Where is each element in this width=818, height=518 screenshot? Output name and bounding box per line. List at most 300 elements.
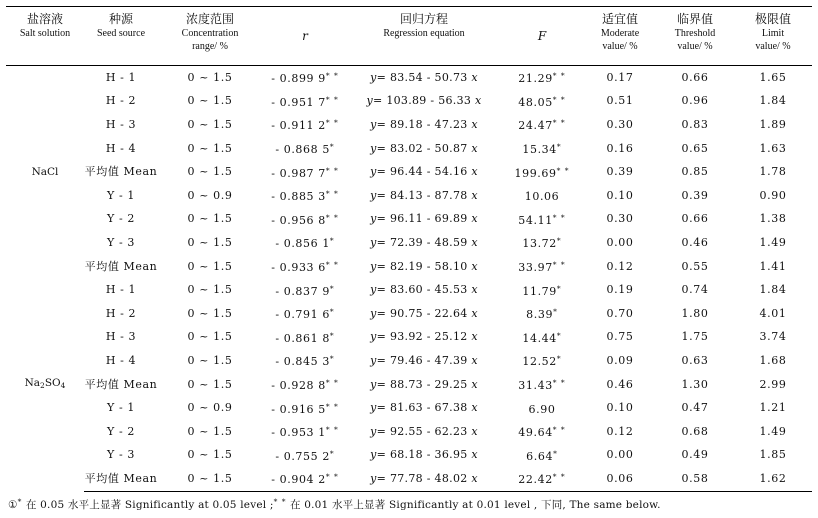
table-header-row — [6, 7, 812, 66]
threshold-value: 0.63 — [681, 353, 709, 367]
equation-y-symbol: y — [370, 141, 377, 155]
concentration-cell — [158, 184, 262, 208]
r-value: - 0.933 6 — [271, 261, 326, 275]
table-row — [6, 349, 812, 373]
F-value: 48.05 — [518, 95, 553, 109]
moderate-value: 0.39 — [606, 165, 634, 179]
F-value: 33.97 — [518, 261, 553, 275]
moderate-cell — [584, 444, 656, 468]
F-value: 11.79 — [522, 284, 557, 298]
header-lim-zh: 极限值 — [754, 12, 791, 26]
threshold-cell — [656, 349, 734, 373]
concentration-value: 0 ~ 0.9 — [187, 188, 233, 202]
equation-y-symbol: y — [370, 165, 377, 179]
threshold-value: 0.47 — [681, 401, 709, 415]
limit-cell — [734, 184, 812, 208]
equation-cell — [348, 444, 500, 468]
r-value: - 0.987 7 — [271, 166, 326, 180]
equation-value: = 83.60 - 45.53 — [376, 283, 468, 297]
r-cell — [262, 137, 348, 161]
limit-value: 1.38 — [759, 212, 787, 226]
F-cell — [500, 113, 584, 137]
equation-cell — [348, 302, 500, 326]
table-row — [6, 66, 812, 90]
limit-value: 1.84 — [759, 283, 787, 297]
regression-table — [6, 6, 812, 492]
equation-cell — [348, 66, 500, 90]
F-significance: * — [556, 283, 562, 293]
moderate-cell — [584, 278, 656, 302]
seed-source-cell — [84, 208, 158, 232]
r-value: - 0.899 9 — [271, 72, 326, 86]
header-seed-en: Seed source — [96, 28, 146, 39]
header-seed-zh: 种源 — [108, 12, 133, 26]
F-cell — [500, 420, 584, 444]
seed-source-value: Y - 3 — [107, 448, 135, 462]
equation-y-symbol: y — [370, 401, 377, 415]
header-regression — [348, 7, 500, 66]
F-cell — [500, 66, 584, 90]
limit-value: 4.01 — [759, 306, 787, 320]
seed-source-value: 平均值 Mean — [84, 165, 158, 179]
concentration-value: 0 ~ 0.9 — [187, 401, 233, 415]
table-row — [6, 396, 812, 420]
r-significance: * * — [325, 425, 339, 435]
seed-source-cell — [84, 90, 158, 114]
header-seed-source — [84, 7, 158, 66]
equation-y-symbol: y — [370, 235, 377, 249]
seed-source-cell — [84, 444, 158, 468]
concentration-cell — [158, 255, 262, 279]
moderate-cell — [584, 396, 656, 420]
concentration-value: 0 ~ 1.5 — [187, 235, 233, 249]
F-significance: * — [556, 330, 562, 340]
table-row — [6, 444, 812, 468]
limit-value: 1.21 — [759, 401, 787, 415]
threshold-value: 0.66 — [681, 70, 709, 84]
moderate-value: 0.00 — [606, 235, 634, 249]
seed-source-value: Y - 2 — [107, 212, 135, 226]
seed-source-value: Y - 1 — [107, 401, 135, 415]
equation-value: = 82.19 - 58.10 — [376, 259, 468, 273]
concentration-value: 0 ~ 1.5 — [187, 306, 233, 320]
limit-cell — [734, 420, 812, 444]
equation-value: = 89.18 - 47.23 — [376, 117, 468, 131]
limit-cell — [734, 137, 812, 161]
threshold-cell — [656, 444, 734, 468]
F-significance: * — [556, 354, 562, 364]
r-significance: * * — [325, 94, 339, 104]
F-significance: * — [553, 307, 558, 317]
table-row — [6, 373, 812, 397]
moderate-cell — [584, 373, 656, 397]
seed-source-value: H - 4 — [105, 141, 137, 155]
threshold-cell — [656, 326, 734, 350]
r-significance: * — [329, 283, 335, 293]
seed-source-cell — [84, 137, 158, 161]
r-value: - 0.911 2 — [271, 119, 326, 133]
r-cell — [262, 396, 348, 420]
seed-source-cell — [84, 373, 158, 397]
F-cell — [500, 326, 584, 350]
concentration-value: 0 ~ 1.5 — [187, 94, 233, 108]
r-value: - 0.916 5 — [271, 402, 326, 416]
r-value: - 0.861 8 — [275, 331, 330, 345]
r-significance: * * — [325, 260, 339, 270]
r-significance: * * — [325, 378, 339, 388]
limit-cell — [734, 208, 812, 232]
equation-y-symbol: y — [370, 353, 377, 367]
threshold-value: 0.49 — [681, 448, 709, 462]
equation-cell — [348, 420, 500, 444]
seed-source-value: Y - 1 — [107, 188, 135, 202]
equation-value: = 79.46 - 47.39 — [376, 353, 468, 367]
F-significance: * * — [552, 118, 566, 128]
footnote-text-005: 在 0.05 水平上显著 Significantly at 0.05 level ; — [22, 499, 274, 511]
salt-na2so4-part: Na — [24, 377, 41, 390]
threshold-cell — [656, 278, 734, 302]
limit-value: 0.90 — [759, 188, 787, 202]
equation-y-symbol: y — [370, 70, 377, 84]
limit-cell — [734, 396, 812, 420]
concentration-cell — [158, 420, 262, 444]
r-significance: * * — [325, 472, 339, 482]
seed-source-value: H - 2 — [105, 306, 137, 320]
salt-na2so4-cell — [6, 278, 84, 491]
concentration-value: 0 ~ 1.5 — [187, 448, 233, 462]
salt-na2so4-part: 4 — [60, 381, 66, 391]
equation-value: = 88.73 - 29.25 — [376, 377, 468, 391]
seed-source-cell — [84, 160, 158, 184]
equation-cell — [348, 90, 500, 114]
concentration-value: 0 ~ 1.5 — [187, 212, 233, 226]
header-reg-zh: 回归方程 — [399, 12, 448, 26]
seed-source-cell — [84, 326, 158, 350]
limit-cell — [734, 467, 812, 491]
moderate-value: 0.51 — [606, 94, 634, 108]
r-cell — [262, 373, 348, 397]
F-value: 6.64 — [526, 449, 554, 463]
concentration-value: 0 ~ 1.5 — [187, 353, 233, 367]
threshold-cell — [656, 184, 734, 208]
r-value: - 0.885 3 — [271, 190, 326, 204]
header-salt-en: Salt solution — [19, 28, 71, 39]
concentration-value: 0 ~ 1.5 — [187, 424, 233, 438]
moderate-value: 0.12 — [606, 259, 634, 273]
F-significance: * — [556, 236, 562, 246]
r-value: - 0.928 8 — [271, 379, 326, 393]
table-row — [6, 467, 812, 491]
equation-value: = 96.11 - 69.89 — [376, 212, 468, 226]
equation-x-symbol: x — [467, 448, 478, 462]
moderate-value: 0.10 — [606, 401, 634, 415]
concentration-cell — [158, 326, 262, 350]
limit-value: 1.62 — [759, 471, 787, 485]
concentration-cell — [158, 113, 262, 137]
threshold-value: 1.75 — [681, 330, 709, 344]
threshold-cell — [656, 66, 734, 90]
limit-value: 3.74 — [759, 330, 787, 344]
F-cell — [500, 137, 584, 161]
moderate-value: 0.12 — [606, 424, 634, 438]
header-conc-en1: Concentration — [181, 28, 239, 39]
concentration-cell — [158, 349, 262, 373]
limit-value: 1.85 — [759, 448, 787, 462]
table-row — [6, 137, 812, 161]
threshold-value: 0.96 — [681, 94, 709, 108]
concentration-cell — [158, 302, 262, 326]
moderate-cell — [584, 255, 656, 279]
concentration-cell — [158, 278, 262, 302]
F-cell — [500, 444, 584, 468]
header-limit — [734, 7, 812, 66]
seed-source-value: 平均值 Mean — [84, 471, 158, 485]
table-row — [6, 184, 812, 208]
F-significance: * * — [552, 472, 566, 482]
equation-x-symbol: x — [467, 259, 478, 273]
r-significance: * — [329, 307, 335, 317]
threshold-value: 0.83 — [681, 117, 709, 131]
threshold-cell — [656, 302, 734, 326]
F-significance: * * — [556, 165, 570, 175]
threshold-cell — [656, 420, 734, 444]
limit-value: 1.89 — [759, 117, 787, 131]
equation-cell — [348, 184, 500, 208]
header-conc-en2: range/ % — [192, 41, 228, 52]
salt-na2so4-part: SO — [44, 377, 61, 390]
F-significance: * * — [552, 94, 566, 104]
salt-na2so4-part: 2 — [40, 381, 45, 391]
salt-nacl-label: NaCl — [31, 166, 59, 179]
moderate-value: 0.16 — [606, 141, 634, 155]
equation-cell — [348, 278, 500, 302]
header-thr-en2: value/ % — [677, 41, 713, 52]
F-significance: * * — [552, 260, 566, 270]
header-lim-en2: value/ % — [755, 41, 791, 52]
table-row — [6, 278, 812, 302]
footnote-star-single: * — [17, 497, 23, 506]
header-thr-en1: Threshold — [674, 28, 716, 39]
F-value: 8.39 — [526, 308, 554, 322]
equation-value: = 103.89 - 56.33 — [373, 94, 472, 108]
moderate-value: 0.00 — [606, 448, 634, 462]
r-significance: * * — [325, 71, 339, 81]
threshold-value: 0.39 — [681, 188, 709, 202]
limit-cell — [734, 113, 812, 137]
r-cell — [262, 326, 348, 350]
concentration-value: 0 ~ 1.5 — [187, 283, 233, 297]
equation-y-symbol: y — [370, 259, 377, 273]
footnote-mark: ① — [8, 499, 18, 511]
limit-cell — [734, 160, 812, 184]
moderate-cell — [584, 137, 656, 161]
equation-value: = 77.78 - 48.02 — [376, 471, 468, 485]
r-cell — [262, 302, 348, 326]
equation-cell — [348, 373, 500, 397]
r-significance: * — [329, 236, 335, 246]
moderate-cell — [584, 349, 656, 373]
threshold-value: 1.80 — [681, 306, 709, 320]
r-significance: * * — [325, 189, 339, 199]
concentration-value: 0 ~ 1.5 — [187, 259, 233, 273]
r-value: - 0.904 2 — [271, 473, 326, 487]
limit-value: 1.63 — [759, 141, 787, 155]
moderate-cell — [584, 326, 656, 350]
r-cell — [262, 160, 348, 184]
limit-value: 1.41 — [759, 259, 787, 273]
threshold-value: 0.58 — [681, 471, 709, 485]
equation-x-symbol: x — [467, 235, 478, 249]
F-cell — [500, 255, 584, 279]
limit-cell — [734, 231, 812, 255]
r-cell — [262, 113, 348, 137]
threshold-cell — [656, 160, 734, 184]
equation-y-symbol: y — [370, 188, 377, 202]
limit-value: 1.65 — [759, 70, 787, 84]
moderate-value: 0.19 — [606, 283, 634, 297]
equation-value: = 90.75 - 22.64 — [376, 306, 468, 320]
equation-value: = 92.55 - 62.23 — [376, 424, 468, 438]
moderate-cell — [584, 467, 656, 491]
equation-x-symbol: x — [467, 424, 478, 438]
equation-cell — [348, 231, 500, 255]
equation-x-symbol: x — [471, 94, 482, 108]
F-value: 24.47 — [518, 119, 553, 133]
footnote-text-001: 在 0.01 水平上显著 Significantly at 0.01 level , 下同, The same below. — [286, 499, 661, 511]
header-thr-zh: 临界值 — [676, 12, 713, 26]
F-value: 13.72 — [522, 237, 557, 251]
equation-x-symbol: x — [467, 165, 478, 179]
seed-source-cell — [84, 349, 158, 373]
F-cell — [500, 467, 584, 491]
table-row — [6, 160, 812, 184]
seed-source-cell — [84, 66, 158, 90]
equation-x-symbol: x — [467, 212, 478, 226]
limit-cell — [734, 349, 812, 373]
equation-x-symbol: x — [467, 401, 478, 415]
F-cell — [500, 184, 584, 208]
table-row — [6, 90, 812, 114]
moderate-value: 0.17 — [606, 70, 634, 84]
concentration-cell — [158, 137, 262, 161]
concentration-cell — [158, 208, 262, 232]
equation-cell — [348, 160, 500, 184]
threshold-value: 0.65 — [681, 141, 709, 155]
F-value: 10.06 — [524, 190, 560, 204]
r-significance: * * — [325, 165, 339, 175]
concentration-value: 0 ~ 1.5 — [187, 70, 233, 84]
F-value: 14.44 — [522, 331, 557, 345]
moderate-cell — [584, 231, 656, 255]
equation-cell — [348, 208, 500, 232]
concentration-cell — [158, 90, 262, 114]
equation-cell — [348, 113, 500, 137]
table-row — [6, 208, 812, 232]
F-significance: * * — [552, 71, 566, 81]
r-cell — [262, 208, 348, 232]
concentration-value: 0 ~ 1.5 — [187, 377, 233, 391]
r-value: - 0.755 2 — [275, 449, 330, 463]
threshold-cell — [656, 113, 734, 137]
seed-source-value: 平均值 Mean — [84, 377, 158, 391]
equation-x-symbol: x — [467, 188, 478, 202]
moderate-cell — [584, 184, 656, 208]
threshold-cell — [656, 231, 734, 255]
table-row — [6, 255, 812, 279]
moderate-value: 0.75 — [606, 330, 634, 344]
F-value: 31.43 — [518, 379, 553, 393]
seed-source-value: H - 1 — [105, 70, 137, 84]
F-cell — [500, 278, 584, 302]
header-lim-en1: Limit — [761, 28, 785, 39]
r-value: - 0.953 1 — [271, 426, 326, 440]
threshold-cell — [656, 255, 734, 279]
seed-source-cell — [84, 396, 158, 420]
seed-source-cell — [84, 113, 158, 137]
equation-y-symbol: y — [370, 283, 377, 297]
seed-source-cell — [84, 278, 158, 302]
threshold-value: 0.68 — [681, 424, 709, 438]
r-cell — [262, 184, 348, 208]
concentration-cell — [158, 444, 262, 468]
equation-value: = 83.02 - 50.87 — [376, 141, 468, 155]
threshold-cell — [656, 208, 734, 232]
header-mod-en2: value/ % — [602, 41, 638, 52]
F-value: 199.69 — [514, 166, 557, 180]
r-significance: * — [329, 142, 335, 152]
limit-value: 1.49 — [759, 424, 787, 438]
F-value: 21.29 — [518, 72, 553, 86]
table-row — [6, 302, 812, 326]
r-cell — [262, 349, 348, 373]
concentration-cell — [158, 396, 262, 420]
r-cell — [262, 90, 348, 114]
r-significance: * — [329, 330, 335, 340]
F-significance: * * — [552, 212, 566, 222]
seed-source-value: 平均值 Mean — [84, 259, 158, 273]
equation-x-symbol: x — [467, 141, 478, 155]
equation-x-symbol: x — [467, 283, 478, 297]
equation-y-symbol: y — [370, 448, 377, 462]
threshold-value: 1.30 — [681, 377, 709, 391]
header-mod-zh: 适宜值 — [601, 12, 638, 26]
equation-x-symbol: x — [467, 471, 478, 485]
moderate-cell — [584, 90, 656, 114]
table-body — [6, 66, 812, 492]
moderate-value: 0.10 — [606, 188, 634, 202]
moderate-cell — [584, 208, 656, 232]
limit-cell — [734, 444, 812, 468]
header-F — [500, 7, 584, 66]
F-cell — [500, 90, 584, 114]
equation-y-symbol: y — [370, 377, 377, 391]
seed-source-value: H - 4 — [105, 353, 137, 367]
threshold-cell — [656, 373, 734, 397]
limit-cell — [734, 373, 812, 397]
threshold-cell — [656, 137, 734, 161]
limit-cell — [734, 302, 812, 326]
F-value: 49.64 — [518, 426, 553, 440]
regression-table-container — [6, 6, 812, 492]
moderate-cell — [584, 66, 656, 90]
r-value: - 0.791 6 — [275, 308, 330, 322]
concentration-cell — [158, 373, 262, 397]
equation-value: = 93.92 - 25.12 — [376, 330, 468, 344]
limit-value: 1.84 — [759, 94, 787, 108]
equation-x-symbol: x — [467, 306, 478, 320]
equation-y-symbol: y — [370, 471, 377, 485]
r-cell — [262, 444, 348, 468]
